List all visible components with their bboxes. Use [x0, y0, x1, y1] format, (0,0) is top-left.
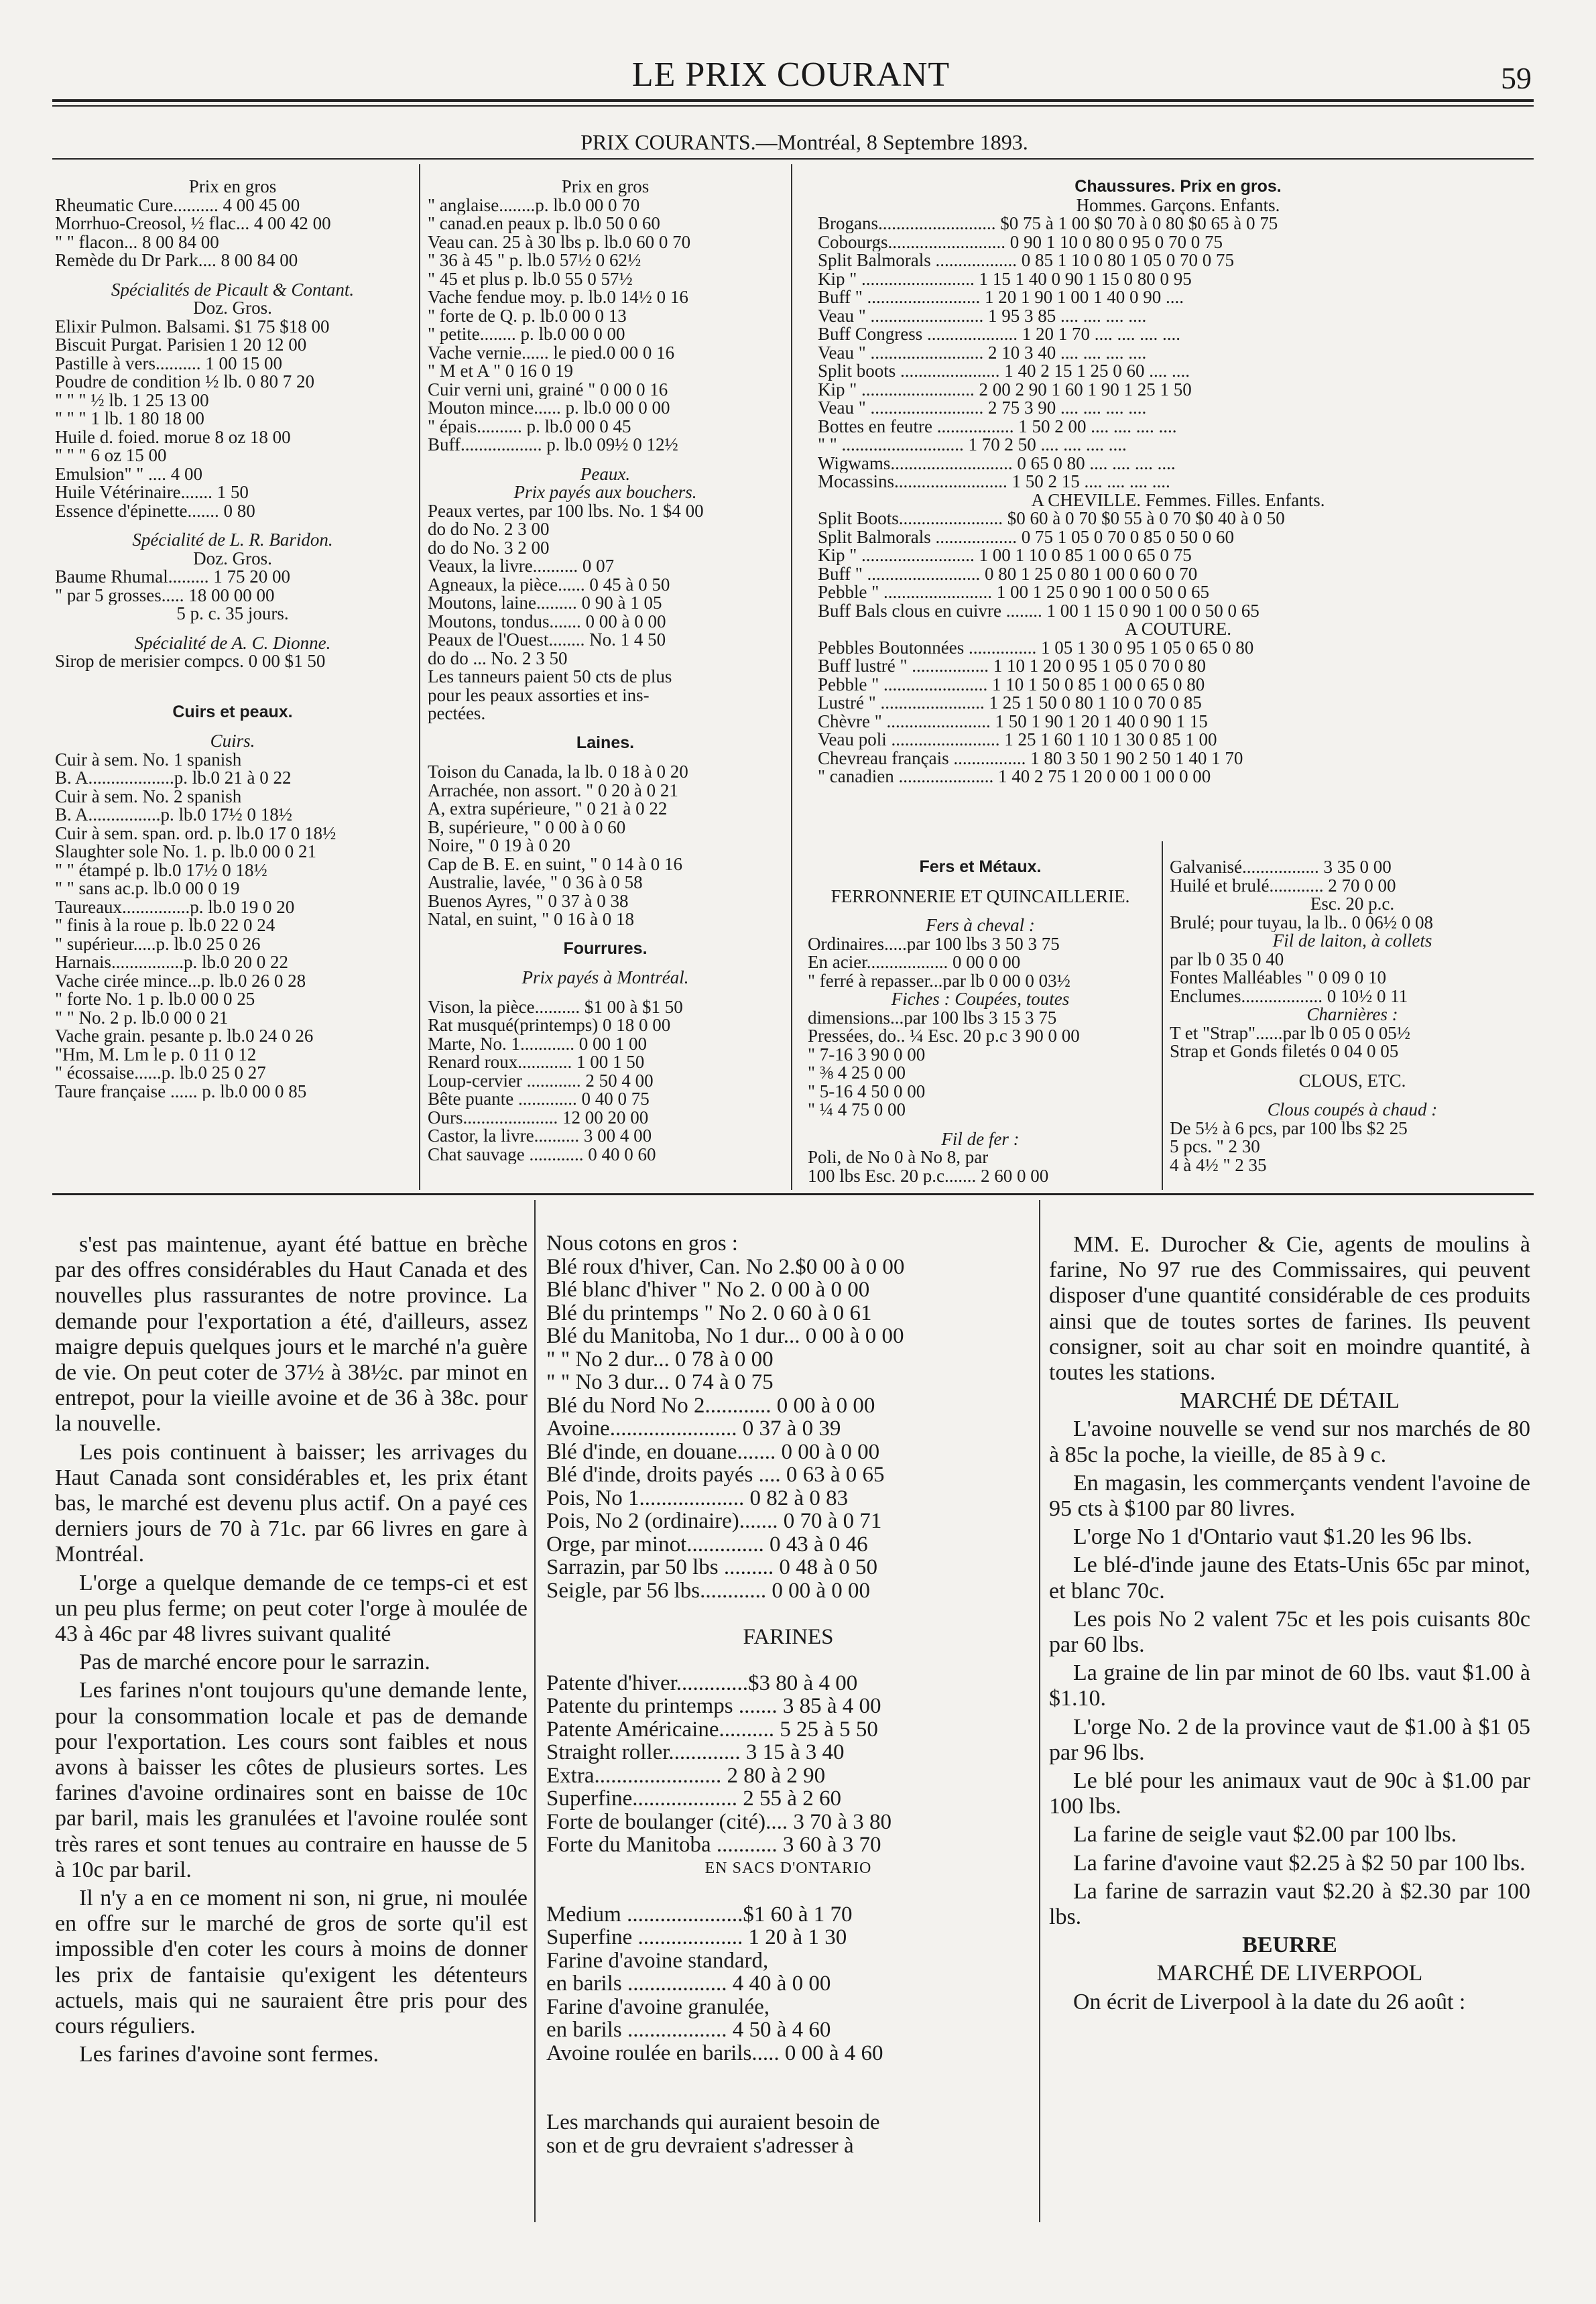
- grain-table-line: son et de gru devraient s'adresser à: [546, 2134, 854, 2157]
- column-divider: [1162, 841, 1163, 1190]
- col5-line: Brulé; pour tuyau, la lb.. 0 06½ 0 08: [1170, 913, 1433, 932]
- grain-table-line: Medium .....................$1 60 à 1 70: [546, 1902, 853, 1926]
- prose_right-paragraph: La farine de seigle vaut $2.00 par 100 lbs.: [1073, 1822, 1457, 1847]
- col5-line: 5 pcs. " 2 30: [1170, 1138, 1260, 1156]
- col1-line: Poudre de condition ½ lb. 0 80 7 20: [55, 373, 314, 391]
- col3-line: Lustré " ....................... 1 25 1 50 0 80 1 10 0 70 0 85: [818, 694, 1202, 713]
- price-column-drugs-leather: [55, 178, 410, 1101]
- col5-line: Fil de laiton, à collets: [1272, 932, 1432, 951]
- col2-line: do do ... No. 2 3 50: [428, 649, 568, 668]
- col2-line: Rat musqué(printemps) 0 18 0 00: [428, 1016, 671, 1035]
- col2-line: Mouton mince...... p. lb.0 00 0 00: [428, 399, 670, 418]
- grain-table-line: " " No 2 dur... 0 78 à 0 00: [546, 1347, 774, 1371]
- col3-line: Brogans.......................... $0 75 à 1 00 $0 70 à 0 80 $0 65 à 0 75: [818, 215, 1278, 233]
- col2-line: [428, 454, 783, 465]
- col3-line: Chevreau français ................ 1 80 3 50 1 90 2 50 1 40 1 70: [818, 749, 1243, 768]
- col2-line: Toison du Canada, la lb. 0 18 à 0 20: [428, 763, 688, 782]
- col1-line: " " étampé p. lb.0 17½ 0 18½: [55, 861, 267, 880]
- prose_right-paragraph: En magasin, les commerçants vendent l'avoine de 95 cts à $100 par 80 livres.: [1049, 1470, 1530, 1522]
- col3-line: Buff " ......................... 0 80 1 25 0 80 1 00 0 60 0 70: [818, 564, 1198, 583]
- col1-line: Huile d. foied. morue 8 oz 18 00: [55, 428, 291, 446]
- grain-table-line: [546, 2088, 1030, 2112]
- col3-line: Bottes en feutre ................. 1 50 2 00 .... .... .... ....: [818, 417, 1177, 436]
- col1-line: " écossaise......p. lb.0 25 0 27: [55, 1064, 266, 1083]
- prose_right-paragraph: L'orge No 1 d'Ontario vaut $1.20 les 96 lbs.: [1073, 1524, 1473, 1550]
- grain-table-line: Seigle, par 56 lbs............ 0 00 à 0 00: [546, 1579, 871, 1602]
- grain-table-line: FARINES: [743, 1625, 834, 1648]
- grain-flour-price-table: [546, 1232, 1030, 2157]
- col5-line: par lb 0 35 0 40: [1170, 950, 1284, 969]
- col2-line: " 36 à 45 " p. lb.0 57½ 0 62½: [428, 251, 641, 270]
- col1-line: " " sans ac.p. lb.0 00 0 19: [55, 880, 240, 898]
- col3-line: Veau " ......................... 2 10 3 40 .... .... .... ....: [818, 343, 1147, 362]
- col1-line: Rheumatic Cure.......... 4 00 45 00: [55, 196, 300, 215]
- grain-table-line: Avoine....................... 0 37 à 0 39: [546, 1417, 841, 1441]
- col2-line: Cap de B. E. en suint, " 0 14 à 0 16: [428, 855, 682, 873]
- col4-line: 100 lbs Esc. 20 p.c....... 2 60 0 00: [808, 1166, 1049, 1185]
- col3-line: " canadien ..................... 1 40 2 75 1 20 0 00 1 00 0 00: [818, 768, 1211, 786]
- col1-line: " " No. 2 p. lb.0 00 0 21: [55, 1008, 229, 1027]
- page-number: 59: [1501, 61, 1532, 95]
- col1-line: [55, 520, 410, 531]
- col1-line: " " " ½ lb. 1 25 13 00: [55, 391, 209, 410]
- col2-line: Prix payés aux bouchers.: [513, 483, 697, 502]
- col4-line: Fers à cheval :: [926, 916, 1035, 935]
- col3-line: Mocassins......................... 1 50 2 15 .... .... .... ....: [818, 473, 1170, 491]
- prose_right-paragraph: La graine de lin par minot de 60 lbs. vaut $1.00 à $1.10.: [1049, 1660, 1530, 1711]
- col1-line: Cuirs.: [210, 732, 255, 751]
- col2-line: Laines.: [576, 733, 635, 752]
- col1-line: Spécialité de L. R. Baridon.: [132, 531, 333, 550]
- prose_right-paragraph: MM. E. Durocher & Cie, agents de moulins à farine, No 97 rue des Commissaires, qui peuvent disposer d'une quantité considérable de ces produits ainsi que de toutes sortes de farines. Ils peuvent consigner, soit au char soit en moindre quantité, à toutes les stations.: [1049, 1232, 1530, 1386]
- col1-line: Doz. Gros.: [193, 299, 272, 318]
- prose_right-paragraph: L'orge No. 2 de la province vaut de $1.00 à $1 05 par 96 lbs.: [1049, 1714, 1530, 1765]
- price-column-hardware: [808, 858, 1153, 1185]
- col5-line: CLOUS, ETC.: [1298, 1071, 1406, 1090]
- col3-line: Split Balmorals .................. 0 85 1 10 0 80 1 05 0 70 0 75: [818, 251, 1234, 270]
- col1-line: Taureaux...............p. lb.0 19 0 20: [55, 898, 295, 916]
- col2-line: Vache vernie...... le pied.0 00 0 16: [428, 343, 675, 362]
- col2-line: Marte, No. 1............ 0 00 1 00: [428, 1034, 647, 1053]
- col1-line: Spécialités de Picault & Contant.: [111, 280, 355, 299]
- col1-line: Pastille à vers.......... 1 00 15 00: [55, 354, 282, 373]
- masthead-title: LE PRIX COURANT: [631, 56, 950, 94]
- col2-line: pectées.: [428, 705, 486, 723]
- col1-line: [55, 671, 410, 682]
- grain-table-line: Blé du printemps " No 2. 0 60 à 0 61: [546, 1301, 872, 1325]
- grain-table-line: " " No 3 dur... 0 74 à 0 75: [546, 1371, 774, 1394]
- col4-line: [808, 1119, 1153, 1130]
- col1-line: Taure française ...... p. lb.0 00 0 85: [55, 1082, 307, 1101]
- col2-line: [428, 752, 783, 763]
- col2-line: Natal, en suint, " 0 16 à 0 18: [428, 910, 634, 929]
- col2-line: do do No. 2 3 00: [428, 520, 550, 539]
- grain-table-line: Sarrazin, par 50 lbs ......... 0 48 à 0 50: [546, 1556, 877, 1579]
- col2-line: Buenos Ayres, " 0 37 à 0 38: [428, 892, 629, 910]
- col2-line: Loup-cervier ............ 2 50 4 00: [428, 1071, 654, 1090]
- col1-line: Baume Rhumal......... 1 75 20 00: [55, 568, 290, 587]
- col2-line: Bête puante ............. 0 40 0 75: [428, 1090, 650, 1109]
- prose_right-paragraph: L'avoine nouvelle se vend sur nos marchés de 80 à 85c la poche, la vieille, de 85 à 9 c.: [1049, 1416, 1530, 1467]
- col5-line: Strap et Gonds filetés 0 04 0 05: [1170, 1042, 1399, 1061]
- grain-table-line: Patente du printemps ....... 3 85 à 4 00: [546, 1695, 881, 1718]
- prose_left-paragraph: Les farines n'ont toujours qu'une demande lente, pour la consommation locale et pas de demande pour l'exportation. Les cours sont faibles et nous avons à baisser les côtes de plusieurs sortes. Les farines d'avoine ordinaires sont en baisse de 10c par baril, mais les granulées et l'avoine roulée sont très rares et sont tenues au contraire en hausse de 5 à 10c par baril.: [55, 1678, 528, 1882]
- col3-line: Hommes. Garçons. Enfants.: [1076, 196, 1280, 215]
- col2-line: " anglaise........p. lb.0 00 0 70: [428, 196, 640, 215]
- col2-line: " canad.en peaux p. lb.0 50 0 60: [428, 215, 660, 233]
- col4-line: FERRONNERIE ET QUINCAILLERIE.: [831, 887, 1130, 906]
- col2-line: Moutons, tondus....... 0 00 à 0 00: [428, 612, 666, 631]
- col3-line: Veau " ......................... 2 75 3 90 .... .... .... ....: [818, 399, 1147, 418]
- col3-line: Chaussures. Prix en gros.: [1075, 178, 1282, 196]
- col5-line: Huilé et brulé............ 2 70 0 00: [1170, 876, 1396, 895]
- col1-line: [55, 270, 410, 281]
- subtitle-rule: [52, 158, 1534, 160]
- col2-line: Cuir verni uni, grainé " 0 00 0 16: [428, 380, 668, 399]
- grain-table-line: [546, 2065, 1030, 2088]
- grain-table-line: Blé du Manitoba, No 1 dur... 0 00 à 0 00: [546, 1325, 904, 1348]
- col3-line: Pebble " ........................ 1 00 1 25 0 90 1 00 0 50 0 65: [818, 583, 1210, 602]
- col1-line: Remède du Dr Park.... 8 00 84 00: [55, 251, 298, 270]
- price-column-nails: [1170, 858, 1535, 1174]
- col2-line: Chat sauvage ............ 0 40 0 60: [428, 1145, 656, 1164]
- grain-table-line: Blé blanc d'hiver " No 2. 0 00 à 0 00: [546, 1278, 870, 1302]
- col2-line: Prix en gros: [561, 178, 650, 196]
- grain-table-line: Blé d'inde, droits payés .... 0 63 à 0 65: [546, 1463, 885, 1487]
- col1-line: Morrhuo-Creosol, ½ flac... 4 00 42 00: [55, 215, 331, 233]
- grain-table-line: Blé du Nord No 2............ 0 00 à 0 00: [546, 1394, 875, 1417]
- col1-line: Sirop de merisier compcs. 0 00 $1 50: [55, 652, 326, 671]
- col4-line: [808, 877, 1153, 888]
- col2-line: Fourrures.: [563, 939, 648, 958]
- col4-line: Fiches : Coupées, toutes: [891, 990, 1070, 1009]
- header-rule-thin: [52, 105, 1534, 107]
- col3-line: A CHEVILLE. Femmes. Filles. Enfants.: [1031, 491, 1325, 509]
- grain-table-line: Blé roux d'hiver, Can. No 2.$0 00 à 0 00: [546, 1255, 905, 1278]
- col1-line: [55, 623, 410, 634]
- col4-line: [808, 906, 1153, 916]
- grain-table-line: en barils .................. 4 50 à 4 60: [546, 2018, 831, 2042]
- section-rule: [52, 1193, 1534, 1195]
- col4-line: Ordinaires.....par 100 lbs 3 50 3 75: [808, 934, 1060, 953]
- col1-line: Prix en gros: [188, 178, 277, 196]
- col2-line: " épais.......... p. lb.0 00 0 45: [428, 417, 631, 436]
- prose_right-paragraph: MARCHÉ DE DÉTAIL: [1180, 1388, 1400, 1414]
- col1-line: " supérieur.....p. lb.0 25 0 26: [55, 934, 261, 953]
- grain-table-line: [546, 1648, 1030, 1672]
- market-report-right: [1049, 1232, 1530, 2018]
- col3-line: Buff " ......................... 1 20 1 90 1 00 1 40 0 90 ....: [818, 288, 1184, 307]
- grain-table-line: Avoine roulée en barils..... 0 00 à 4 60: [546, 2041, 883, 2065]
- grain-table-line: EN SACS D'ONTARIO: [704, 1859, 872, 1877]
- col1-line: Cuirs et peaux.: [172, 703, 293, 721]
- col1-line: [55, 682, 410, 692]
- col1-line: "Hm, M. Lm le p. 0 11 0 12: [55, 1045, 257, 1064]
- col1-line: Vache grain. pesante p. lb.0 24 0 26: [55, 1027, 314, 1046]
- col1-line: " forte No. 1 p. lb.0 00 0 25: [55, 990, 255, 1009]
- col2-line: Prix payés à Montréal.: [521, 969, 689, 987]
- prose_right-paragraph: On écrit de Liverpool à la date du 26 août :: [1073, 1989, 1466, 2014]
- col2-line: Noire, " 0 19 à 0 20: [428, 837, 570, 855]
- header-rule: [52, 99, 1534, 102]
- col3-line: Pebble " ....................... 1 10 1 50 0 85 1 00 0 65 0 80: [818, 675, 1205, 694]
- col3-line: Wigwams........................... 0 65 0 80 .... .... .... ....: [818, 454, 1176, 473]
- col5-line: Esc. 20 p.c.: [1310, 895, 1395, 914]
- prose_left-paragraph: Pas de marché encore pour le sarrazin.: [79, 1650, 430, 1675]
- col2-line: " forte de Q. p. lb.0 00 0 13: [428, 306, 627, 325]
- prose_right-paragraph: Le blé-d'inde jaune des Etats-Unis 65c par minot, et blanc 70c.: [1049, 1553, 1530, 1603]
- col2-line: Veaux, la livre.......... 0 07: [428, 557, 615, 576]
- col1-line: " " " 1 lb. 1 80 18 00: [55, 410, 204, 428]
- col2-line: Moutons, laine......... 0 90 à 1 05: [428, 594, 662, 613]
- col1-line: Cuir à sem. No. 2 spanish: [55, 787, 242, 806]
- col2-line: Buff.................. p. lb.0 09½ 0 12½: [428, 436, 678, 454]
- col4-line: Poli, de No 0 à No 8, par: [808, 1148, 989, 1167]
- col2-line: Les tanneurs paient 50 cts de plus: [428, 668, 672, 686]
- col1-line: Cuir à sem. span. ord. p. lb.0 17 0 18½: [55, 824, 336, 843]
- prose_left-paragraph: s'est pas maintenue, ayant été battue en brèche par des offres considérables du Haut Canada et des nouvelles plus rassurantes de notre province. La demande pour l'exportation a été, d'ailleurs, assez maigre depuis quelques jours et le marché n'a guère de vie. On peut coter de 37½ à 38½c. par minot en entrepot, pour la vieille avoine et de 36 à 38c. pour la nouvelle.: [55, 1232, 528, 1437]
- col3-line: Buff lustré " ................. 1 10 1 20 0 95 1 05 0 70 0 80: [818, 657, 1207, 676]
- col1-line: 5 p. c. 35 jours.: [176, 605, 289, 623]
- col4-line: " 7-16 3 90 0 00: [808, 1045, 926, 1064]
- col2-line: pour les peaux assorties et ins-: [428, 686, 650, 705]
- grain-table-line: Pois, No 2 (ordinaire)....... 0 70 à 0 71: [546, 1510, 882, 1533]
- col1-line: [55, 721, 410, 732]
- col2-line: " 45 et plus p. lb.0 55 0 57½: [428, 269, 633, 288]
- col2-line: [428, 958, 783, 969]
- col3-line: A COUTURE.: [1124, 620, 1231, 639]
- grain-table-line: Patente Américaine.......... 5 25 à 5 50: [546, 1717, 878, 1741]
- col4-line: " ferré à repasser...par lb 0 00 0 03½: [808, 971, 1070, 990]
- col1-line: [55, 692, 410, 703]
- col1-line: Doz. Gros.: [193, 549, 272, 568]
- col3-line: " " ........................... 1 70 2 50 .... .... .... ....: [818, 436, 1127, 454]
- col4-line: Fil de fer :: [941, 1130, 1020, 1148]
- price-list-subtitle: PRIX COURANTS.—Montréal, 8 Septembre 1893.: [580, 130, 1028, 154]
- col5-line: 4 à 4½ " 2 35: [1170, 1156, 1267, 1174]
- prose_right-paragraph: MARCHÉ DE LIVERPOOL: [1156, 1961, 1423, 1986]
- col2-line: [428, 723, 783, 734]
- prose_right-paragraph: Le blé pour les animaux vaut de 90c à $1.00 par 100 lbs.: [1049, 1768, 1530, 1819]
- market-report-left: [55, 1232, 528, 2071]
- col5-line: Fontes Malléables " 0 09 0 10: [1170, 969, 1386, 987]
- col2-line: Peaux vertes, par 100 lbs. No. 1 $4 00: [428, 501, 704, 520]
- col1-line: Essence d'épinette....... 0 80: [55, 501, 255, 520]
- col5-line: De 5½ à 6 pcs, par 100 lbs $2 25: [1170, 1119, 1408, 1138]
- col5-line: Charnières :: [1306, 1006, 1398, 1024]
- col3-line: Cobourgs.......................... 0 90 1 10 0 80 0 95 0 70 0 75: [818, 233, 1223, 251]
- grain-table-line: Pois, No 1................... 0 82 à 0 83: [546, 1486, 849, 1510]
- col2-line: Peaux.: [580, 465, 631, 483]
- col2-line: Vache fendue moy. p. lb.0 14½ 0 16: [428, 288, 688, 307]
- grain-table-line: Superfine................... 2 55 à 2 60: [546, 1787, 841, 1811]
- col5-line: [1170, 1090, 1535, 1101]
- col2-line: Agneaux, la pièce...... 0 45 à 0 50: [428, 575, 670, 594]
- col3-line: Veau " ......................... 1 95 3 85 .... .... .... ....: [818, 306, 1147, 325]
- col3-line: Veau poli ........................ 1 25 1 60 1 10 1 30 0 85 1 00: [818, 731, 1217, 749]
- col1-line: Emulsion" " .... 4 00: [55, 465, 203, 483]
- col2-line: Veau can. 25 à 30 lbs p. lb.0 60 0 70: [428, 233, 691, 251]
- col4-line: " ⅜ 4 25 0 00: [808, 1064, 906, 1083]
- col1-line: " par 5 grosses..... 18 00 00 00: [55, 586, 275, 605]
- col3-line: Buff Bals clous en cuivre ........ 1 00 1 15 0 90 1 00 0 50 0 65: [818, 601, 1260, 620]
- col1-line: Harnais................p. lb.0 20 0 22: [55, 953, 288, 972]
- col4-line: " ¼ 4 75 0 00: [808, 1101, 906, 1119]
- column-divider: [791, 164, 792, 1190]
- grain-table-line: en barils .................. 4 40 à 0 00: [546, 1972, 831, 1996]
- grain-table-line: Straight roller............. 3 15 à 3 40: [546, 1741, 845, 1764]
- col5-line: [1170, 1061, 1535, 1072]
- col5-line: Enclumes.................. 0 10½ 0 11: [1170, 987, 1408, 1006]
- col3-line: Buff Congress .................... 1 20 1 70 .... .... .... ....: [818, 325, 1181, 344]
- col1-line: Elixir Pulmon. Balsami. $1 75 $18 00: [55, 317, 330, 336]
- col2-line: Vison, la pièce.......... $1 00 à $1 50: [428, 997, 683, 1016]
- col3-line: Kip " ......................... 1 15 1 40 0 90 1 15 0 80 0 95: [818, 269, 1192, 288]
- grain-table-line: Superfine ................... 1 20 à 1 30: [546, 1926, 847, 1949]
- col2-line: " petite........ p. lb.0 00 0 00: [428, 325, 625, 344]
- col2-line: Renard roux............ 1 00 1 50: [428, 1053, 645, 1072]
- col1-line: Cuir à sem. No. 1 spanish: [55, 750, 242, 769]
- col2-line: B, supérieure, " 0 00 à 0 60: [428, 818, 626, 837]
- grain-table-line: Forte de boulanger (cité).... 3 70 à 3 80: [546, 1810, 892, 1833]
- col5-line: T et "Strap"......par lb 0 05 0 05½: [1170, 1024, 1411, 1042]
- col1-line: Slaughter sole No. 1. p. lb.0 00 0 21: [55, 843, 316, 861]
- grain-table-line: [546, 1880, 1030, 1903]
- col4-line: Fers et Métaux.: [919, 858, 1042, 876]
- col1-line: " " flacon... 8 00 84 00: [55, 233, 219, 251]
- col1-line: Huile Vétérinaire....... 1 50: [55, 483, 249, 502]
- col4-line: En acier.................. 0 00 0 00: [808, 953, 1021, 972]
- col4-line: " 5-16 4 50 0 00: [808, 1082, 926, 1101]
- grain-table-line: Orge, par minot.............. 0 43 à 0 46: [546, 1532, 868, 1556]
- prose_left-paragraph: Les pois continuent à baisser; les arrivages du Haut Canada sont considérables et, les prix étant bas, le marché est devenu plus actif. On a payé ces derniers jours de 70 à 71c. par 66 livres en gare à Montréal.: [55, 1439, 528, 1567]
- column-divider: [419, 164, 420, 1190]
- col1-line: " " " 6 oz 15 00: [55, 446, 167, 465]
- col2-line: " M et A " 0 16 0 19: [428, 362, 574, 381]
- column-divider: [1039, 1200, 1040, 2222]
- prose_right-paragraph: La farine d'avoine vaut $2.25 à $2 50 par 100 lbs.: [1073, 1850, 1526, 1876]
- col4-line: Pressées, do.. ¼ Esc. 20 p.c 3 90 0 00: [808, 1027, 1080, 1046]
- col3-line: Chèvre " ....................... 1 50 1 90 1 20 1 40 0 90 1 15: [818, 712, 1208, 731]
- prose_left-paragraph: Il n'y a en ce moment ni son, ni grue, ni moulée en offre sur le marché de gros de sorte qu'il est impossible d'en coter les cours à moins de donner les prix de fantaisie qu'exigent les détenteurs actuels, mais qui ne sauraient être pris pour des cours réguliers.: [55, 1886, 528, 2039]
- col3-line: Split Balmorals .................. 0 75 1 05 0 70 0 85 0 50 0 60: [818, 528, 1234, 546]
- col1-line: Biscuit Purgat. Parisien 1 20 12 00: [55, 336, 307, 355]
- grain-table-line: Farine d'avoine granulée,: [546, 1995, 770, 2018]
- col5-line: Clous coupés à chaud :: [1267, 1101, 1438, 1119]
- grain-table-line: Forte du Manitoba ........... 3 60 à 3 70: [546, 1833, 881, 1857]
- col2-line: do do No. 3 2 00: [428, 538, 550, 557]
- grain-table-line: Blé d'inde, en douane....... 0 00 à 0 00: [546, 1440, 880, 1463]
- prose_right-paragraph: BEURRE: [1242, 1933, 1337, 1958]
- grain-table-line: Extra....................... 2 80 à 2 90: [546, 1764, 826, 1787]
- prose_left-paragraph: Les farines d'avoine sont fermes.: [79, 2042, 379, 2067]
- col2-line: [428, 987, 783, 998]
- col1-line: " finis à la roue p. lb.0 22 0 24: [55, 916, 275, 935]
- col3-line: Kip " ......................... 2 00 2 90 1 60 1 90 1 25 1 50: [818, 380, 1192, 399]
- grain-table-line: Nous cotons en gros :: [546, 1232, 738, 1256]
- column-divider: [534, 1200, 536, 2222]
- col1-line: B. A...................p. lb.0 21 à 0 22: [55, 769, 292, 788]
- price-column-footwear: [818, 178, 1538, 786]
- col5-line: Galvanisé................. 3 35 0 00: [1170, 858, 1392, 877]
- grain-table-line: [546, 1602, 1030, 1626]
- col2-line: Peaux de l'Ouest........ No. 1 4 50: [428, 631, 666, 650]
- col2-line: Arrachée, non assort. " 0 20 à 0 21: [428, 781, 678, 800]
- col1-line: Spécialité de A. C. Dionne.: [134, 633, 331, 652]
- col2-line: Australie, lavée, " 0 36 à 0 58: [428, 873, 643, 892]
- col3-line: Split boots ...................... 1 40 2 15 1 25 0 60 .... ....: [818, 362, 1190, 381]
- grain-table-line: Les marchands qui auraient besoin de: [546, 2111, 880, 2134]
- col3-line: Pebbles Boutonnées ............... 1 05 1 30 0 95 1 05 0 65 0 80: [818, 638, 1254, 657]
- col1-line: Vache cirée mince...p. lb.0 26 0 28: [55, 971, 306, 990]
- col3-line: Kip " ......................... 1 00 1 10 0 85 1 00 0 65 0 75: [818, 546, 1192, 565]
- col1-line: B. A................p. lb.0 17½ 0 18½: [55, 806, 293, 825]
- price-column-leather-wool-furs: [428, 178, 783, 1164]
- grain-table-line: Patente d'hiver.............$3 80 à 4 00: [546, 1671, 858, 1695]
- grain-table-line: Farine d'avoine standard,: [546, 1949, 769, 1972]
- prose_right-paragraph: La farine de sarrazin vaut $2.20 à $2.30 par 100 lbs.: [1049, 1878, 1530, 1930]
- col2-line: Ours..................... 12 00 20 00: [428, 1108, 649, 1127]
- prose_right-paragraph: Les pois No 2 valent 75c et les pois cuisants 80c par 60 lbs.: [1049, 1606, 1530, 1658]
- col3-line: Split Boots....................... $0 60 à 0 70 $0 55 à 0 70 $0 40 à 0 50: [818, 509, 1285, 528]
- col2-line: [428, 929, 783, 940]
- col2-line: A, extra supérieure, " 0 21 à 0 22: [428, 800, 668, 818]
- col2-line: Castor, la livre.......... 3 00 4 00: [428, 1127, 652, 1146]
- col4-line: dimensions...par 100 lbs 3 15 3 75: [808, 1008, 1057, 1027]
- prose_left-paragraph: L'orge a quelque demande de ce temps-ci et est un peu plus ferme; on peut coter l'orge à moulée de 43 à 46c par 48 livres suivant qualité: [55, 1570, 528, 1647]
